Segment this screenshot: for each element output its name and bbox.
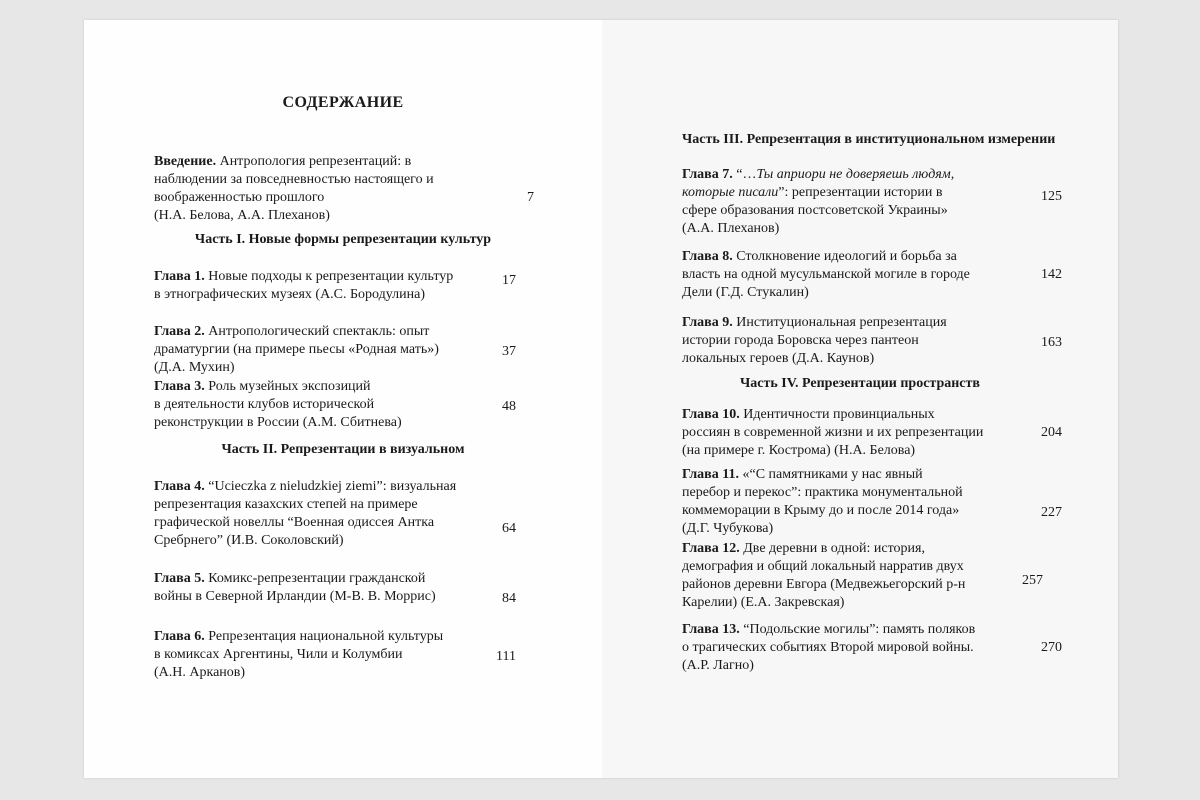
entry-text: россиян в современной жизни и их репрезентации [682, 425, 984, 440]
page-number: 64 [502, 521, 516, 536]
right-page [602, 20, 1118, 778]
toc-entry [682, 621, 1062, 675]
entry-text: коммеморации в Крыму до и после 2014 года» [682, 503, 960, 518]
entry-label: Глава 11. [682, 467, 739, 482]
entry-text: репрезентация казахских степей на примере [154, 497, 418, 512]
page-number: 17 [502, 273, 516, 288]
entry-text: Идентичности провинциальных [743, 407, 935, 422]
entry-text: (А.Р. Лагно) [682, 658, 754, 673]
entry-text: Столкновение идеологий и борьба за [736, 249, 957, 264]
page-number: 37 [502, 344, 516, 359]
entry-text: (на примере г. Кострома) (Н.А. Белова) [682, 443, 916, 458]
toc-entry [682, 166, 1062, 238]
page-number: 125 [1041, 189, 1062, 204]
page-number: 204 [1041, 425, 1062, 440]
page-number: 270 [1041, 640, 1062, 655]
book-spread [84, 20, 1118, 778]
entry-text: (Д.Г. Чубукова) [682, 521, 774, 536]
entry-text: драматургии (на примере пьесы «Родная мать») [154, 342, 439, 357]
entry-label: Глава 6. [154, 629, 205, 644]
toc-entry [682, 406, 1062, 460]
page-number: 48 [502, 399, 516, 414]
toc-entry [682, 314, 1062, 368]
toc-entry [154, 570, 514, 606]
entry-text: в этнографических музеях (А.С. Бородулина) [154, 287, 426, 302]
page-number: 111 [496, 649, 516, 664]
entry-text: войны в Северной Ирландии (М-В. В. Моррис) [154, 589, 436, 604]
entry-text: Институциональная репрезентация [736, 315, 947, 330]
entry-label: Глава 8. [682, 249, 733, 264]
contents-title: СОДЕРЖАНИЕ [282, 94, 404, 111]
page-number: 257 [1022, 573, 1043, 588]
entry-authors: (Н.А. Белова, А.А. Плеханов) [154, 208, 330, 223]
entry-text: (А.А. Плеханов) [682, 221, 780, 236]
toc-entry [682, 540, 1043, 612]
entry-text: истории города Боровска через пантеон [682, 333, 919, 348]
entry-label: Глава 7. [682, 167, 733, 182]
page-number: 7 [527, 190, 534, 205]
entry-text: Антропологический спектакль: опыт [208, 324, 430, 339]
entry-label: Глава 1. [154, 269, 205, 284]
entry-text: «“С памятниками у нас явный [742, 467, 923, 482]
entry-text: в деятельности клубов исторической [154, 397, 375, 412]
entry-text: ”: репрезентации истории в [778, 185, 943, 200]
page-number: 142 [1041, 267, 1062, 282]
entry-text: “Ucieczka z nieludzkiej ziemi”: визуальная [208, 479, 457, 494]
toc-entry [154, 378, 514, 432]
entry-text: локальных героев (Д.А. Каунов) [682, 351, 875, 366]
entry-label: Глава 13. [682, 622, 740, 637]
page-number: 227 [1041, 505, 1062, 520]
entry-text: воображенностью прошлого [154, 190, 325, 205]
entry-text: Новые подходы к репрезентации культур [208, 269, 454, 284]
entry-label: Глава 3. [154, 379, 205, 394]
entry-text-italic: которые писали [682, 185, 779, 200]
entry-text: Сребрнего” (И.В. Соколовский) [154, 533, 344, 548]
entry-text: наблюдении за повседневностью настоящего и [154, 172, 434, 187]
toc-entry [154, 323, 514, 377]
part-heading: Часть I. Новые формы репрезентации культур [194, 232, 492, 247]
entry-text: Антропология репрезентаций: в [219, 154, 412, 169]
toc-entry [154, 628, 514, 682]
entry-label: Глава 2. [154, 324, 205, 339]
part-heading: Часть IV. Репрезентации пространств [740, 376, 980, 391]
page-number: 163 [1041, 335, 1062, 350]
entry-text: Карелии) (Е.А. Закревская) [682, 595, 845, 610]
entry-label: Глава 9. [682, 315, 733, 330]
entry-text: (А.Н. Арканов) [154, 665, 246, 680]
entry-text: “Подольские могилы”: память поляков [743, 622, 976, 637]
entry-text: Роль музейных экспозиций [208, 379, 371, 394]
entry-label: Глава 10. [682, 407, 740, 422]
entry-text: о трагических событиях Второй мировой войны. [682, 640, 974, 655]
entry-label: Глава 5. [154, 571, 205, 586]
entry-label: Глава 12. [682, 541, 740, 556]
entry-text: власть на одной мусульманской могиле в городе [682, 267, 970, 282]
entry-text: районов деревни Евгора (Медвежьегорский р-н [682, 577, 966, 592]
part-heading: Часть II. Репрезентации в визуальном [221, 442, 465, 457]
entry-text: Две деревни в одной: история, [743, 541, 925, 556]
toc-entry [682, 248, 1062, 302]
page-number: 84 [502, 591, 516, 606]
entry-label: Глава 4. [154, 479, 205, 494]
entry-text-italic: Ты априори не доверяешь людям, [756, 167, 955, 182]
part-heading: Часть III. Репрезентация в институциональном измерении [682, 132, 1056, 147]
toc-entry-intro [154, 153, 534, 225]
entry-text: Комикс-репрезентации гражданской [208, 571, 426, 586]
left-page [84, 20, 602, 778]
entry-text: (Д.А. Мухин) [154, 360, 235, 375]
entry-text: в комиксах Аргентины, Чили и Колумбии [154, 647, 403, 662]
entry-text: реконструкции в России (А.М. Сбитнева) [154, 415, 402, 430]
entry-text: сфере образования постсоветской Украины» [682, 203, 948, 218]
toc-entry [154, 268, 514, 304]
entry-label: Введение. [154, 154, 217, 169]
entry-text: “… [736, 167, 757, 182]
entry-text: перебор и перекос”: практика монументальной [682, 485, 963, 500]
entry-text: демография и общий локальный нарратив двух [682, 559, 964, 574]
entry-text: графической новеллы “Военная одиссея Антка [154, 515, 435, 530]
toc-entry [154, 478, 514, 550]
toc-entry [682, 466, 1062, 538]
entry-text: Дели (Г.Д. Стукалин) [682, 285, 809, 300]
entry-text: Репрезентация национальной культуры [208, 629, 444, 644]
